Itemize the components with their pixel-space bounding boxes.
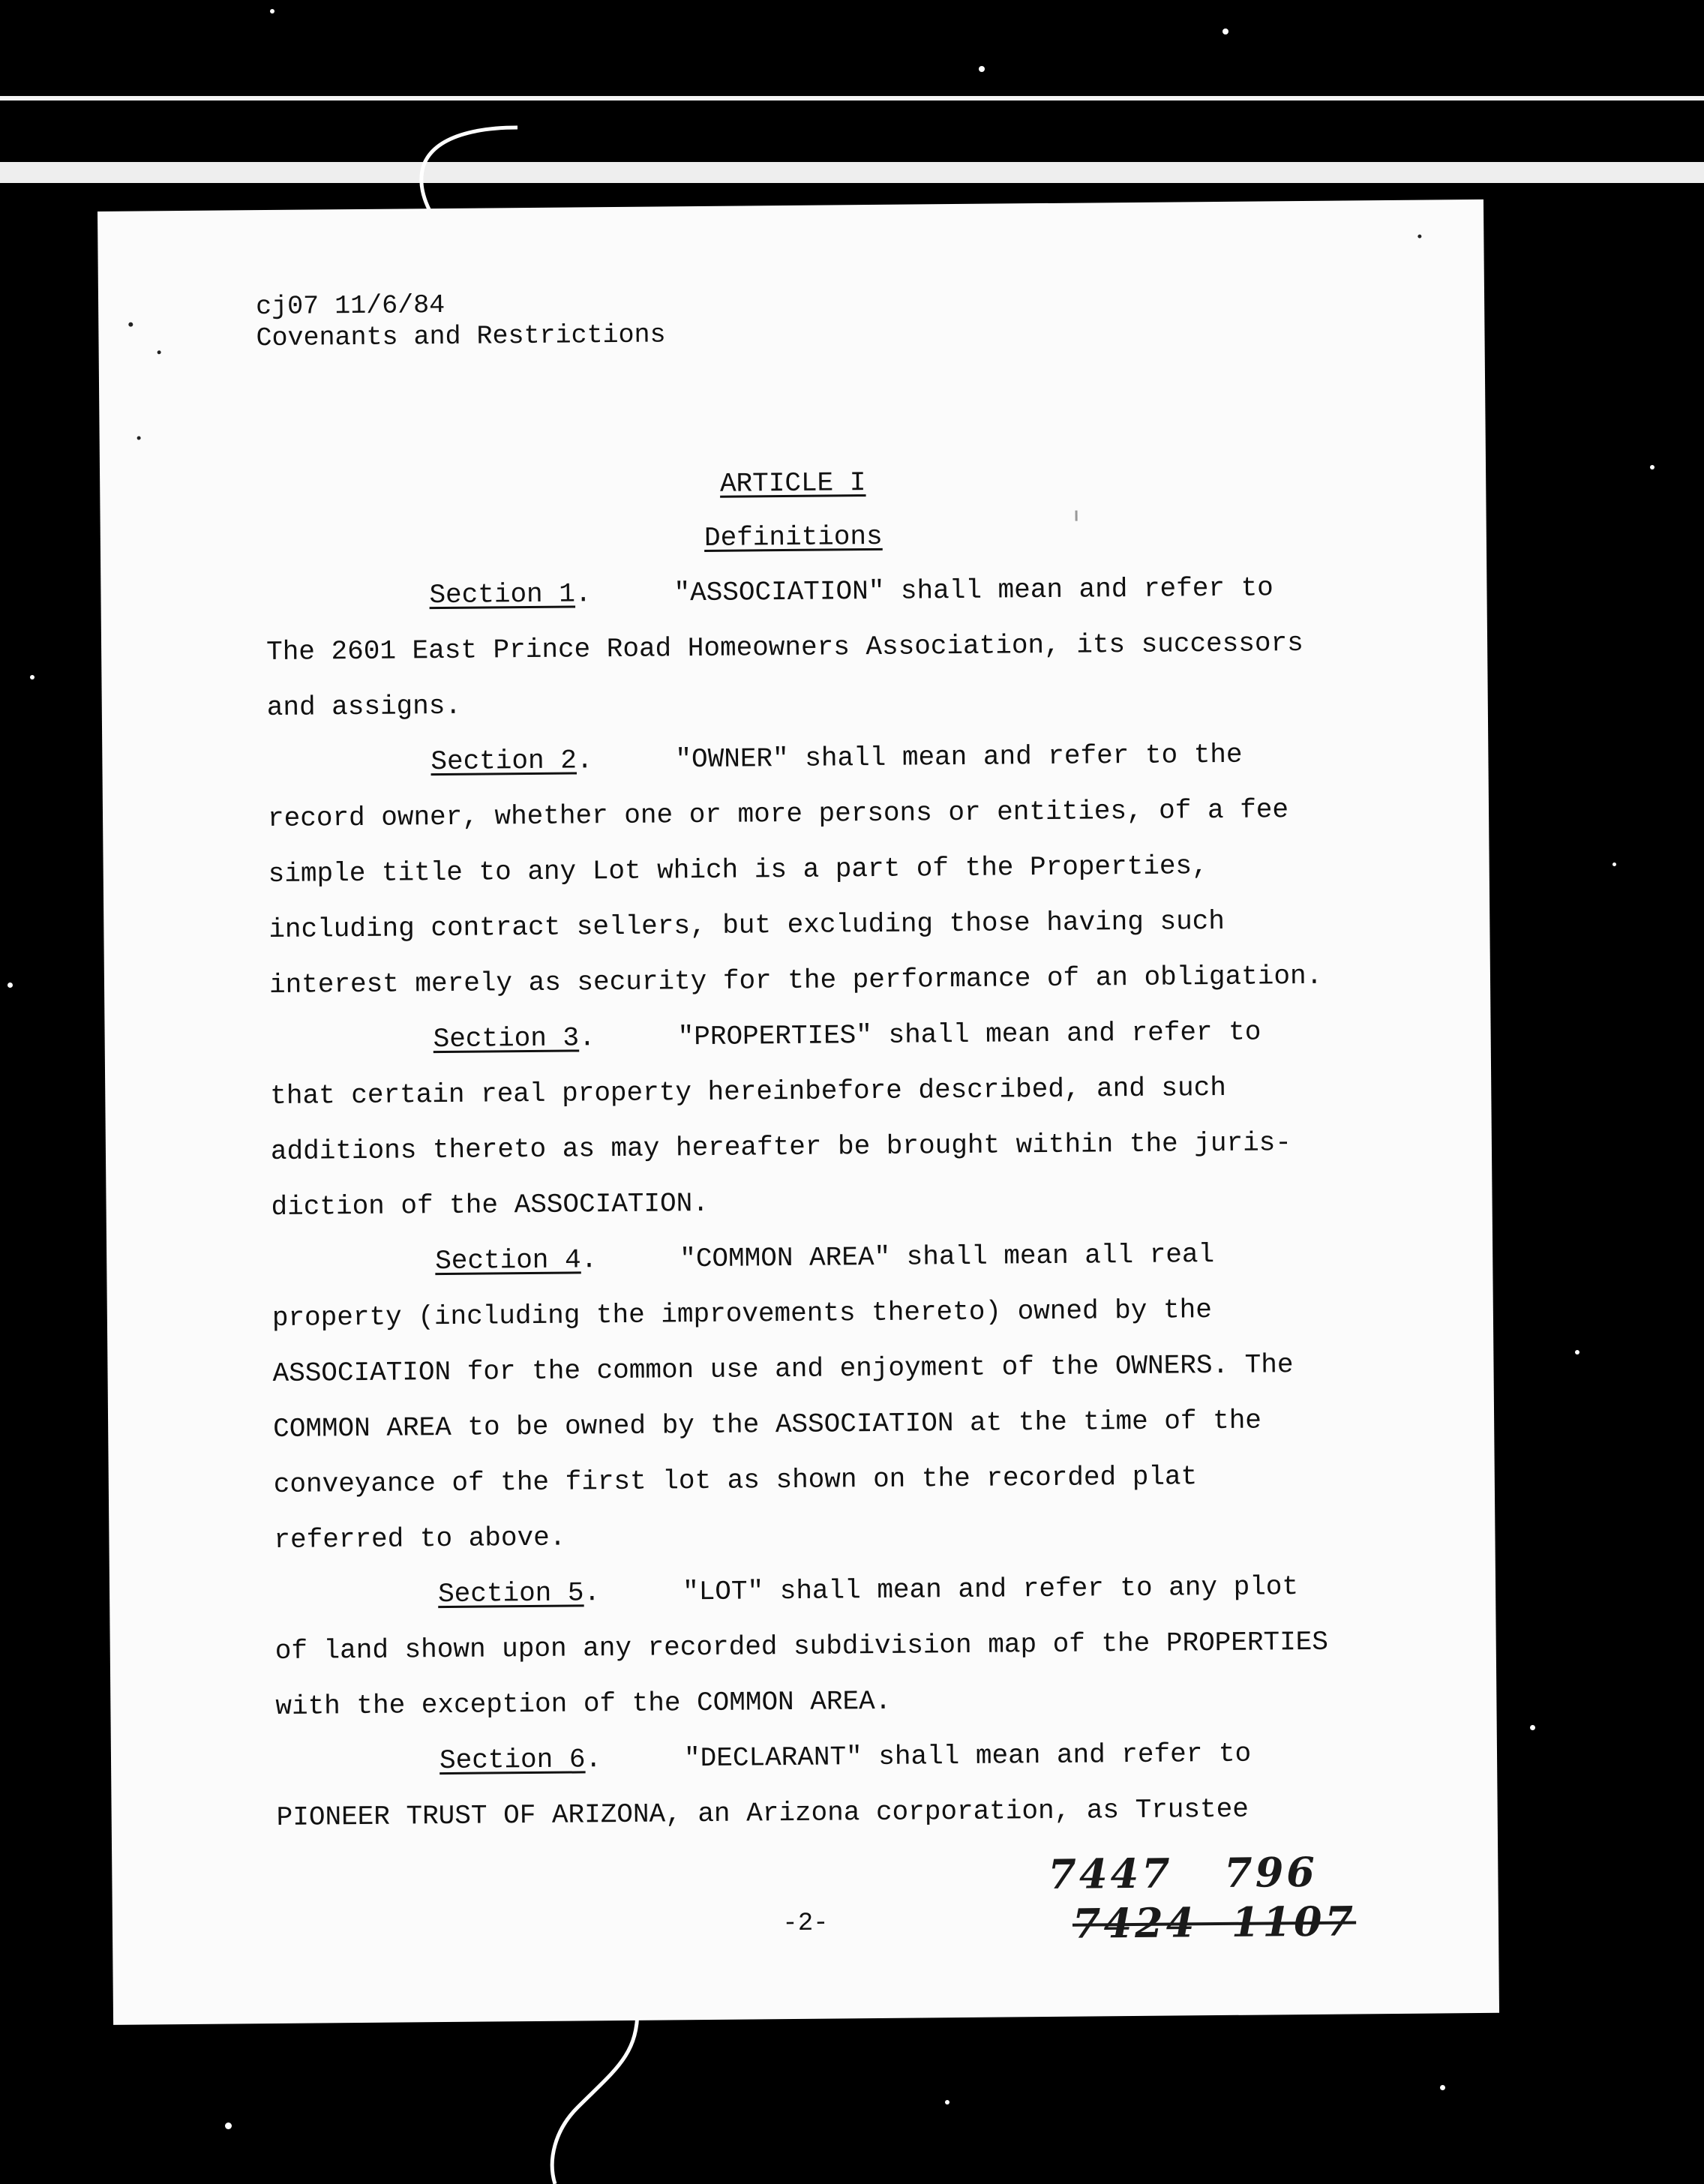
section-body-line: The 2601 East Prince Road Homeowners Association, its successors	[266, 627, 1304, 668]
section-body-line: simple title to any Lot which is a part of the Properties,	[268, 850, 1208, 890]
doc-header	[256, 287, 666, 354]
noise-speck	[137, 436, 141, 440]
noise-speck	[225, 2122, 232, 2129]
section-body-line: ASSOCIATION for the common use and enjoyment of the OWNERS. The	[272, 1349, 1294, 1390]
noise-speck	[979, 66, 985, 72]
section-first-line: Section 6. "DECLARANT" shall mean and refer to	[439, 1738, 1252, 1777]
noise-speck	[1575, 1350, 1580, 1354]
section-first-line: Section 1. "ASSOCIATION" shall mean and refer to	[429, 572, 1274, 611]
noise-speck	[1076, 511, 1078, 521]
section-body-line: COMMON AREA to be owned by the ASSOCIATION at the time of the	[272, 1405, 1262, 1445]
page-number: -2-	[782, 1909, 829, 1939]
section-lead-text: "LOT" shall mean and refer to any plot	[682, 1571, 1299, 1608]
section-first-line: Section 3. "PROPERTIES" shall mean and refer to	[433, 1016, 1262, 1055]
section-label: Section 2	[430, 745, 578, 778]
document-page	[98, 200, 1499, 2025]
noise-speck	[1650, 465, 1654, 470]
noise-speck	[30, 675, 34, 680]
recording-stamp-upper: 7447 796	[1048, 1847, 1318, 1899]
section-body-line: that certain real property hereinbefore described, and such	[270, 1072, 1227, 1112]
section-body-line: property (including the improvements thereto) owned by the	[272, 1294, 1213, 1334]
section-body-line: interest merely as security for the performance of an obligation.	[268, 960, 1323, 1001]
noise-speck	[128, 322, 133, 327]
noise-speck	[1612, 862, 1616, 866]
section-label: Section 5	[437, 1577, 584, 1610]
noise-speck	[8, 982, 13, 988]
section-lead-text: "PROPERTIES" shall mean and refer to	[677, 1016, 1262, 1053]
section-first-line: Section 4. "COMMON AREA" shall mean all real	[435, 1239, 1215, 1277]
section-first-line: Section 5. "LOT" shall mean and refer to any plot	[437, 1571, 1299, 1610]
article-heading: ARTICLE I	[719, 467, 866, 500]
section-body-line: including contract sellers, but excluding those having such	[268, 905, 1226, 946]
section-body-line: and assigns.	[266, 690, 462, 724]
top-rule-line	[0, 96, 1704, 100]
section-label: Section 6	[439, 1744, 586, 1777]
staple-wire-bottom	[525, 2010, 690, 2184]
doc-title-line: Covenants and Restrictions	[256, 320, 666, 354]
section-label: Section 1	[429, 578, 576, 611]
section-body-line: referred to above.	[274, 1522, 566, 1556]
section-lead-text: "COMMON AREA" shall mean all real	[680, 1239, 1215, 1275]
noise-speck	[1440, 2085, 1445, 2090]
section-body-line: diction of the ASSOCIATION.	[271, 1187, 710, 1223]
section-body-line: conveyance of the first lot as shown on the recorded plat	[273, 1461, 1198, 1501]
section-lead-text: "OWNER" shall mean and refer to the	[675, 739, 1243, 776]
noise-speck	[1530, 1725, 1535, 1730]
section-lead-text: "DECLARANT" shall mean and refer to	[683, 1738, 1252, 1774]
noise-speck	[1418, 235, 1421, 238]
section-lead-text: "ASSOCIATION" shall mean and refer to	[674, 572, 1274, 609]
noise-speck	[1222, 28, 1228, 34]
noise-speck	[945, 2100, 950, 2104]
section-body-line: with the exception of the COMMON AREA.	[275, 1685, 892, 1723]
section-label: Section 3	[433, 1022, 580, 1055]
noise-speck	[158, 350, 161, 354]
doc-reference-line: cj07 11/6/84	[255, 290, 446, 322]
article-subheading: Definitions	[704, 520, 883, 554]
section-label: Section 4	[435, 1244, 581, 1277]
section-body-line: PIONEER TRUST OF ARIZONA, an Arizona corporation, as Trustee	[276, 1793, 1250, 1833]
section-first-line: Section 2. "OWNER" shall mean and refer to the	[430, 739, 1243, 778]
section-body-line: of land shown upon any recorded subdivision map of the PROPERTIES	[274, 1626, 1329, 1667]
section-body-line: record owner, whether one or more persons or entities, of a fee	[267, 794, 1289, 835]
recording-stamp-lower: 7424 1107	[1072, 1897, 1357, 1948]
section-body-line: additions thereto as may hereafter be brought within the juris-	[270, 1127, 1292, 1168]
noise-speck	[270, 9, 274, 14]
top-rule-band	[0, 162, 1704, 183]
